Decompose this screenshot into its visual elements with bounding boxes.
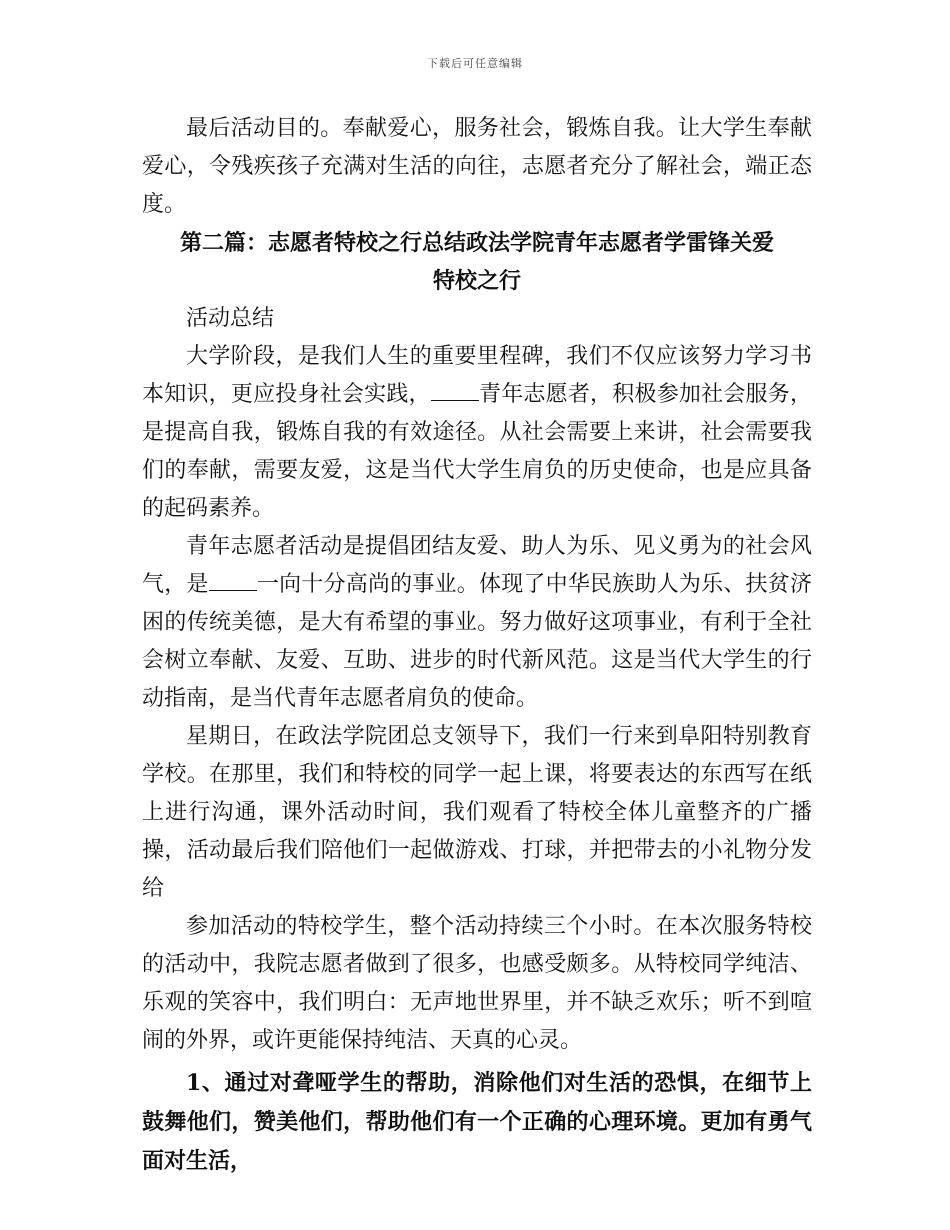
paragraph-purpose: 最后活动目的。奉献爱心，服务社会，锻炼自我。让大学生奉献爱心，令残疾孩子充满对生活的向往，志愿者充分了解社会，端正态度。 xyxy=(142,116,812,217)
paragraph-sunday-visit: 星期日，在政法学院团总支领导下，我们一行来到阜阳特别教育学校。在那里，我们和特校的同学一起上课，将要表达的东西写在纸上进行沟通，课外活动时间，我们观看了特校全体儿童整齐的广播操，活动最后我们陪他们一起做游戏、打球，并把带去的小礼物分发给 xyxy=(142,724,812,901)
paragraph-university-stage xyxy=(142,338,812,528)
paragraph-text: 青年志愿者活动是提倡团结友爱、助人为乐、见义勇为的社会风气，是 xyxy=(142,534,812,597)
paragraph-text: 一向十分高尚的事业。体现了中华民族助人为乐、扶贫济困的传统美德，是大有希望的事业。努力做好这项事业，有利于全社会树立奉献、友爱、互助、进步的时代新风范。这是当代大学生的行动指南，是当代青年志愿者肩负的使命。 xyxy=(142,572,812,711)
blank-underline xyxy=(209,572,257,591)
paragraph-text: 大学阶段，是我们人生的重要里程碑，我们不仅应该努力学习书本知识，更应投身社会实践， xyxy=(142,344,812,407)
paragraph-activity-duration: 参加活动的特校学生，整个活动持续三个小时。在本次服务特校的活动中，我院志愿者做到了很多，也感受颇多。从特校同学纯洁、乐观的笑容中，我们明白：无声地世界里，并不缺乏欢乐；听不到喧闹的外界，或许更能保持纯洁、天真的心灵。 xyxy=(142,914,812,1053)
page-header: 下载后可任意编辑 xyxy=(427,57,523,70)
section-title: 第二篇：志愿者特校之行总结政法学院青年志愿者学雷锋关爱特校之行 xyxy=(179,230,774,294)
paragraph-subtitle: 活动总结 xyxy=(186,306,275,331)
blank-underline xyxy=(431,382,479,401)
paragraph-point-1: 1、通过对聋哑学生的帮助，消除他们对生活的恐惧，在细节上鼓舞他们，赞美他们，帮助他们有一个正确的心理环境。更加有勇气面对生活， xyxy=(142,1070,812,1174)
document-body xyxy=(142,110,812,1181)
paragraph-volunteer-activity xyxy=(142,528,812,718)
paragraph-text: 青年志愿者，积极参加社会服务，是提高自我，锻炼自我的有效途径。从社会需要上来讲，社会需要我们的奉献，需要友爱，这是当代大学生肩负的历史使命，也是应具备的起码素养。 xyxy=(142,382,812,521)
